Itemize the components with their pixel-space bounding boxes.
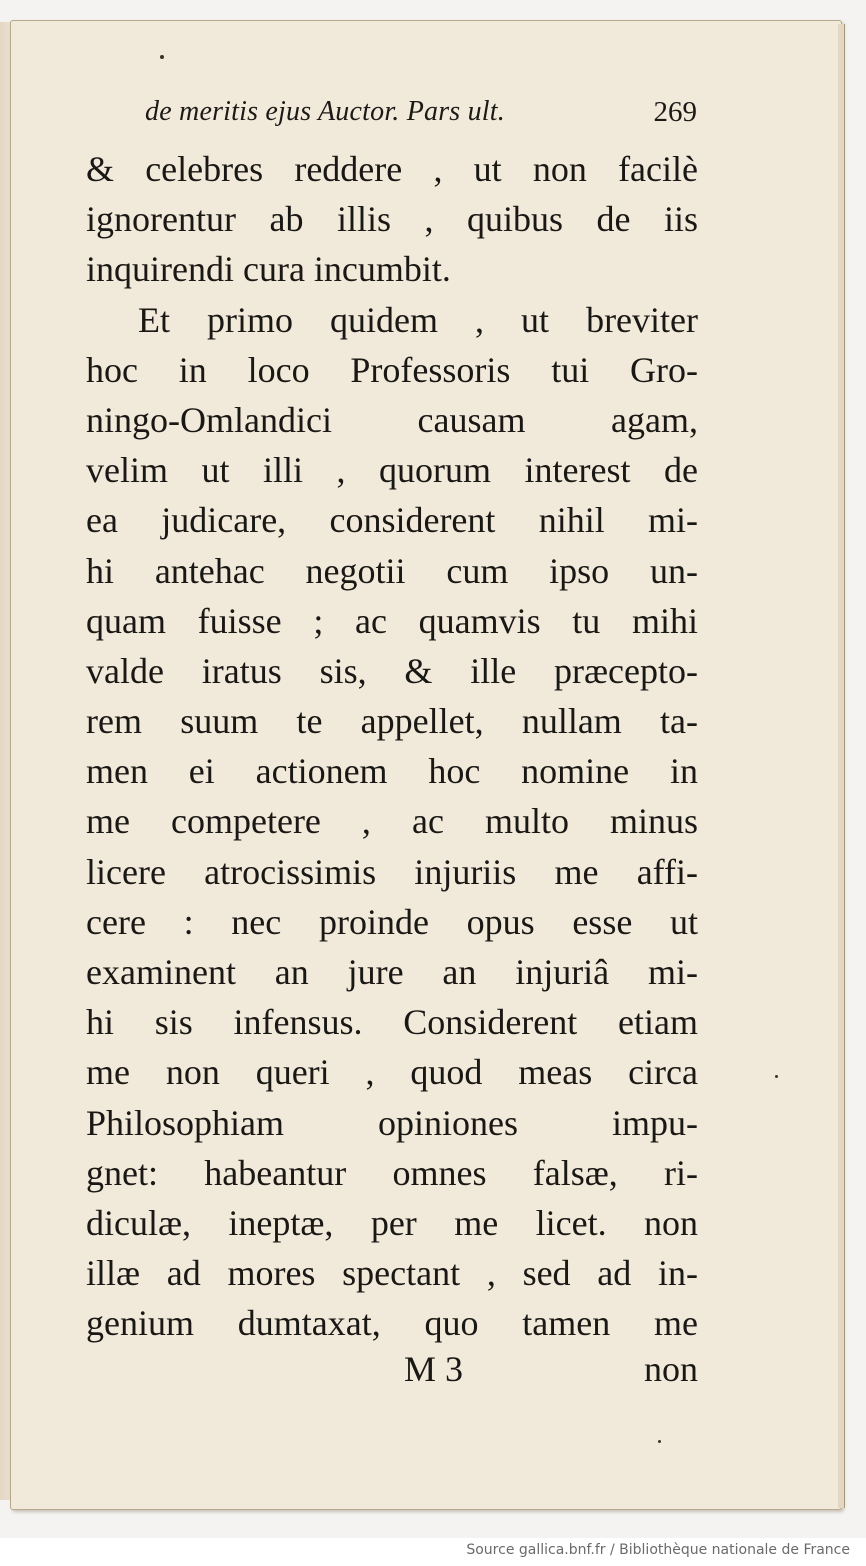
text-line: valde iratus sis, & ille præcepto- bbox=[86, 650, 698, 691]
text-line: ningo-Omlandici causam agam, bbox=[86, 399, 698, 440]
text-line: ea judicare, considerent nihil mi- bbox=[86, 500, 698, 541]
text-line: me non queri , quod meas circa bbox=[86, 1052, 698, 1093]
text-line: licere atrocissimis injuriis me affi- bbox=[86, 851, 698, 892]
text-line: hi antehac negotii cum ipso un- bbox=[86, 550, 698, 591]
body-text bbox=[86, 144, 698, 1349]
text-line: genium dumtaxat, quo tamen me bbox=[86, 1303, 698, 1344]
text-line: me competere , ac multo minus bbox=[86, 801, 698, 842]
text-line: quam fuisse ; ac quamvis tu mihi bbox=[86, 600, 698, 641]
text-line: ignorentur ab illis , quibus de iis bbox=[86, 199, 698, 240]
page-footer bbox=[400, 1348, 698, 1396]
text-line: hi sis infensus. Considerent etiam bbox=[86, 1002, 698, 1043]
text-line: examinent an jure an injuriâ mi- bbox=[86, 952, 698, 992]
text-line: Philosophiam opiniones impu- bbox=[86, 1102, 698, 1143]
text-line: illæ ad mores spectant , sed ad in- bbox=[86, 1253, 698, 1294]
source-credit: Source gallica.bnf.fr / Bibliothèque nationale de France bbox=[466, 1542, 850, 1558]
running-head: de meritis ejus Auctor. Pars ult. bbox=[145, 96, 505, 127]
ink-speck bbox=[775, 1075, 778, 1078]
page-fore-edge bbox=[838, 24, 845, 1508]
ink-speck bbox=[658, 1440, 661, 1443]
text-line: men ei actionem hoc nomine in bbox=[86, 751, 698, 792]
page-header bbox=[145, 96, 697, 140]
text-line: velim ut illi , quorum interest de bbox=[86, 450, 698, 491]
text-line: hoc in loco Professoris tui Gro- bbox=[86, 349, 698, 390]
paragraph-start-line: Et primo quidem , ut breviter bbox=[138, 299, 698, 340]
text-line: cere : nec proinde opus esse ut bbox=[86, 901, 698, 942]
text-line: diculæ, ineptæ, per me licet. non bbox=[86, 1202, 698, 1243]
text-line: & celebres reddere , ut non facilè bbox=[86, 149, 698, 189]
text-line: gnet: habeantur omnes falsæ, ri- bbox=[86, 1152, 698, 1193]
page-number: 269 bbox=[653, 96, 697, 128]
text-line: inquirendi cura incumbit. bbox=[86, 249, 451, 290]
text-line: rem suum te appellet, nullam ta- bbox=[86, 701, 698, 742]
ink-speck bbox=[160, 55, 164, 59]
catchword: non bbox=[644, 1349, 698, 1389]
signature-mark: M 3 bbox=[404, 1349, 464, 1389]
